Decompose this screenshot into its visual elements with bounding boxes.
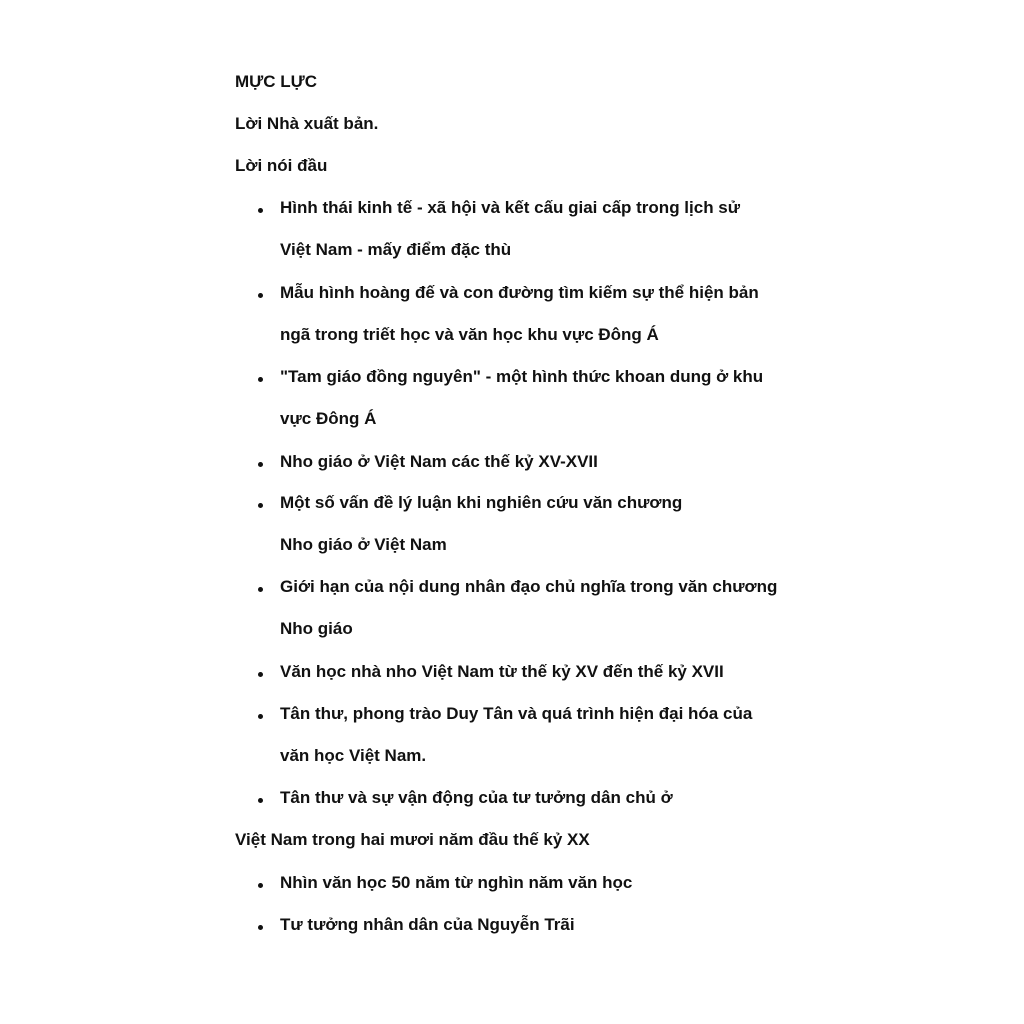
list-bullet bbox=[258, 208, 263, 213]
toc-item-line: "Tam giáo đồng nguyên" - một hình thức khoan dung ở khu bbox=[280, 367, 764, 386]
list-bullet bbox=[258, 714, 263, 719]
list-bullet bbox=[258, 462, 263, 467]
list-bullet bbox=[258, 883, 263, 888]
list-bullet bbox=[258, 587, 263, 592]
toc-item-line: Tư tưởng nhân dân của Nguyễn Trãi bbox=[280, 915, 575, 934]
toc-item-line: vực Đông Á bbox=[280, 409, 377, 428]
list-bullet bbox=[258, 672, 263, 677]
list-bullet bbox=[258, 503, 263, 508]
toc-entry-publisher-preface: Lời Nhà xuất bản. bbox=[235, 114, 379, 133]
toc-item-line: Tân thư và sự vận động của tư tưởng dân chủ ở bbox=[280, 788, 673, 807]
toc-item-line: Hình thái kinh tế - xã hội và kết cấu giai cấp trong lịch sử bbox=[280, 198, 741, 217]
toc-item-line: văn học Việt Nam. bbox=[280, 746, 427, 765]
toc-item-line: Nho giáo ở Việt Nam bbox=[280, 535, 447, 554]
list-bullet bbox=[258, 925, 263, 930]
toc-item-line: ngã trong triết học và văn học khu vực Đông Á bbox=[280, 325, 659, 344]
toc-item-line: Nho giáo bbox=[280, 619, 353, 638]
toc-item-line: Việt Nam - mấy điểm đặc thù bbox=[280, 240, 512, 259]
list-bullet bbox=[258, 293, 263, 298]
toc-item-line: Giới hạn của nội dung nhân đạo chủ nghĩa trong văn chương bbox=[280, 577, 778, 596]
list-bullet bbox=[258, 377, 263, 382]
toc-item-line: Văn học nhà nho Việt Nam từ thế kỷ XV đến thế kỷ XVII bbox=[280, 662, 724, 681]
toc-item-line: Nhìn văn học 50 năm từ nghìn năm văn học bbox=[280, 873, 633, 892]
toc-item-line: Tân thư, phong trào Duy Tân và quá trình hiện đại hóa của bbox=[280, 704, 753, 723]
list-bullet bbox=[258, 798, 263, 803]
toc-title: MỰC LỰC bbox=[235, 72, 318, 91]
toc-item-line: Một số vấn đề lý luận khi nghiên cứu văn chương bbox=[280, 493, 683, 512]
toc-item-line: Mẫu hình hoàng đế và con đường tìm kiếm sự thể hiện bản bbox=[280, 283, 759, 302]
toc-entry-author-preface: Lời nói đầu bbox=[235, 156, 328, 175]
toc-item-line: Nho giáo ở Việt Nam các thế kỷ XV-XVII bbox=[280, 452, 598, 471]
toc-continuation-line: Việt Nam trong hai mươi năm đầu thế kỷ XX bbox=[235, 830, 590, 849]
